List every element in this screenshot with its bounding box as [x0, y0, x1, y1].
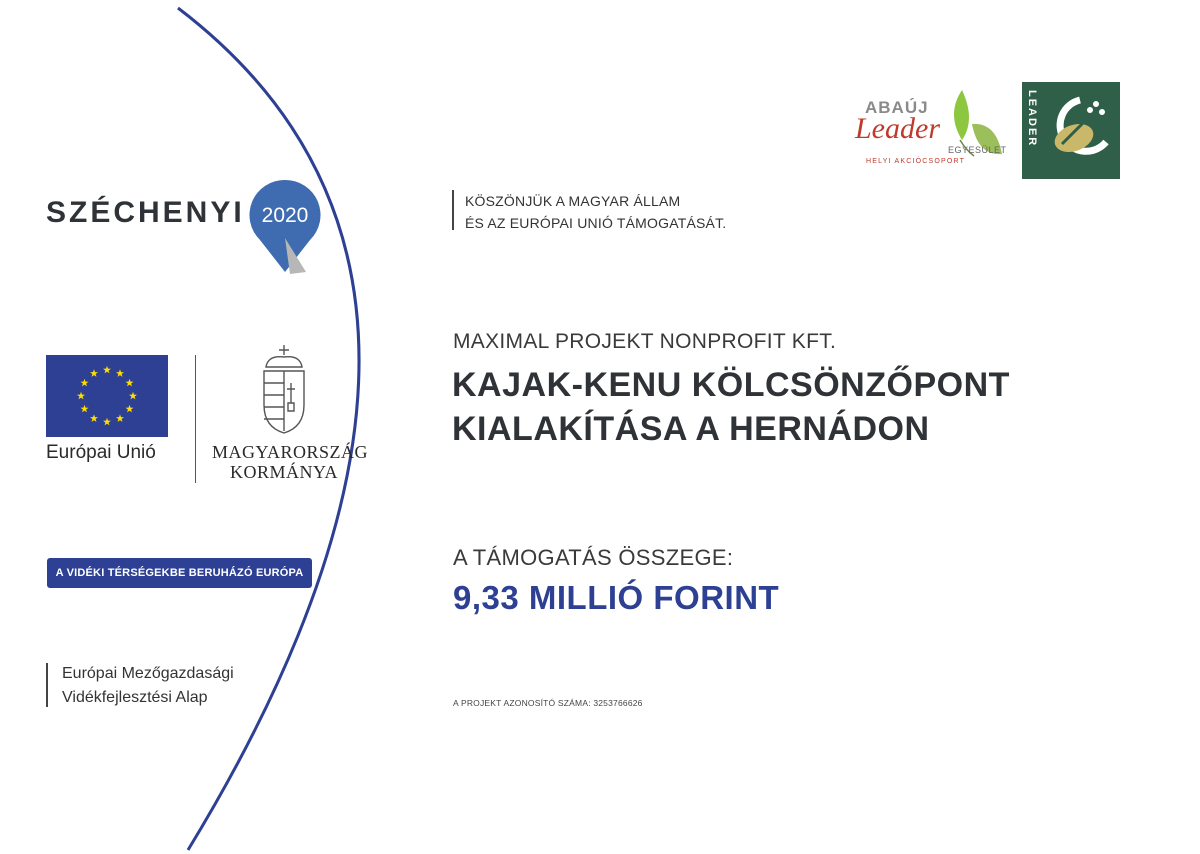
thanks-line1: KÖSZÖNJÜK A MAGYAR ÁLLAM [465, 193, 681, 209]
rural-europe-banner: A VIDÉKI TÉRSÉGEKBE BERUHÁZÓ EURÓPA [47, 558, 312, 588]
fund-line2: Vidékfejlesztési Alap [62, 689, 208, 706]
szechenyi-year: 2020 [261, 204, 309, 227]
amount-value: 9,33 MILLIÓ FORINT [453, 579, 780, 616]
logo-divider [195, 355, 196, 483]
abauj-bottom: HELYI AKCIÓCSOPORT [866, 158, 966, 165]
project-title-line2: KIALAKÍTÁSA A HERNÁDON [452, 410, 930, 448]
abauj-sub: EGYESÜLET [948, 145, 1007, 155]
project-id: A PROJEKT AZONOSÍTÓ SZÁMA: 3253766626 [453, 698, 643, 708]
company-name: MAXIMAL PROJEKT NONPROFIT KFT. [453, 330, 837, 353]
abauj-top: ABAÚJ [865, 98, 929, 117]
hungary-line1: MAGYARORSZÁG [212, 442, 369, 462]
eu-label: Európai Unió [46, 442, 156, 463]
eu-flag-icon [46, 355, 168, 437]
coat-of-arms-icon [258, 343, 310, 435]
fund-bar [46, 663, 48, 707]
szechenyi-pin-icon [246, 176, 324, 276]
hungary-line2: KORMÁNYA [230, 462, 339, 482]
abauj-script: Leader [855, 112, 940, 145]
project-title-line1: KAJAK-KENU KÖLCSÖNZŐPONT [452, 366, 1010, 404]
thanks-line2: ÉS AZ EURÓPAI UNIÓ TÁMOGATÁSÁT. [465, 215, 727, 231]
szechenyi-word: SZÉCHENYI [46, 196, 245, 229]
leader-text: LEADER [1026, 90, 1038, 148]
amount-label: A TÁMOGATÁS ÖSSZEGE: [453, 545, 734, 570]
fund-line1: Európai Mezőgazdasági [62, 665, 234, 682]
thanks-bar [452, 190, 454, 230]
